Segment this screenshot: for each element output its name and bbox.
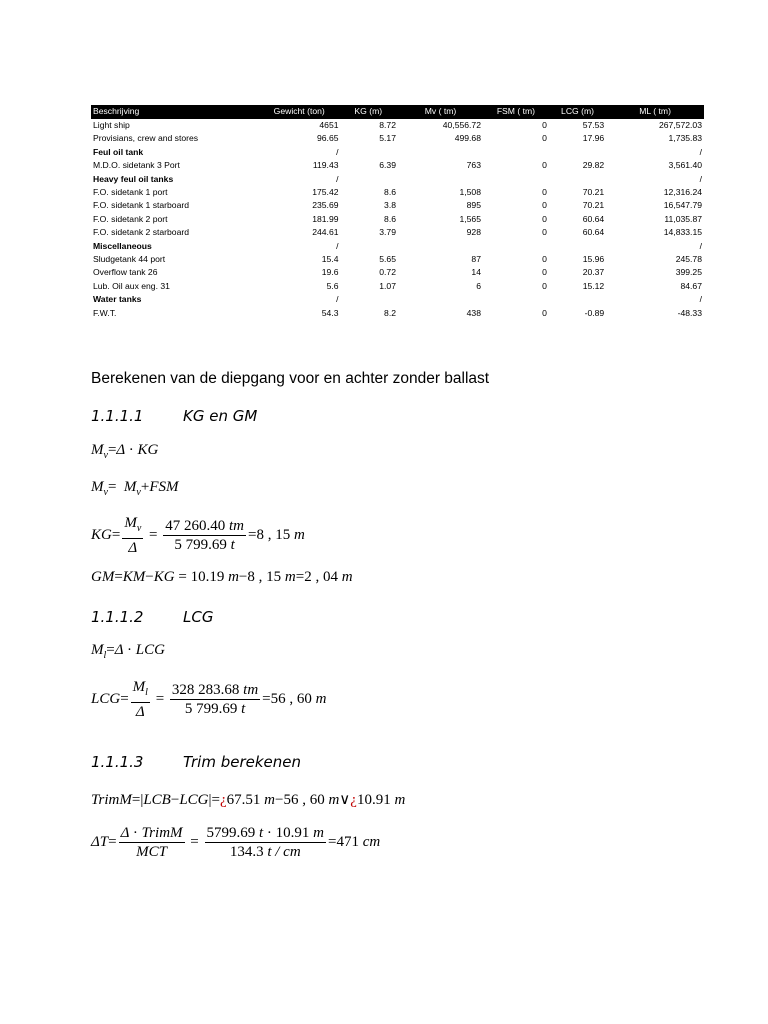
table-row — [91, 132, 704, 145]
lcg-denominator: 5 799.69 — [184, 701, 238, 717]
table-section-row — [91, 240, 704, 253]
kg-numerator: 47 260.40 — [165, 518, 226, 534]
cell-fsm — [483, 146, 549, 159]
section-heading-kg-gm — [91, 407, 257, 425]
col-header: Beschrijving — [91, 105, 260, 119]
cell-kg — [339, 293, 398, 306]
cell-ml: 1,735.83 — [668, 133, 702, 144]
cell-mv: 438 — [466, 307, 481, 318]
cell-lcg: 57.53 — [582, 120, 605, 130]
cell-lcg: 60.64 — [582, 227, 605, 238]
table-row — [91, 186, 704, 199]
cell-weight: 4651 — [319, 120, 339, 130]
cell-description: Lub. Oil aux eng. 31 — [93, 280, 170, 291]
table-row — [91, 119, 704, 132]
cell-lcg: 17.96 — [582, 133, 605, 144]
col-header: KG (m) — [339, 105, 398, 119]
cell-lcg — [549, 240, 606, 253]
section-title: LCG — [183, 608, 214, 626]
cell-mv: 763 — [466, 160, 481, 171]
cell-lcg: 60.64 — [582, 213, 605, 224]
cell-fsm: 0 — [542, 213, 547, 224]
cell-mv: 1,508 — [459, 187, 481, 198]
table-row — [91, 159, 704, 172]
cell-lcg: 29.82 — [582, 160, 605, 171]
cell-description: F.O. sidetank 1 starboard — [93, 200, 190, 211]
cell-kg: 1.07 — [379, 280, 396, 291]
main-heading: Berekenen van de diepgang voor en achter zonder ballast — [91, 370, 490, 387]
cell-weight: / — [336, 294, 339, 305]
cell-description: F.W.T. — [93, 307, 117, 318]
equation-lcg: LCG= $\frac{M_l}{\Delta}$ = $\frac{328 283.68 tm}{5 799.69 t}$ =56 , 60 m — [91, 679, 327, 720]
cell-kg: 5.17 — [379, 133, 396, 144]
cell-description: Miscellaneous — [93, 240, 152, 251]
cell-fsm — [483, 173, 549, 186]
dt-result: 471 — [336, 833, 359, 850]
cell-weight: 5.6 — [326, 280, 339, 291]
table-section-row — [91, 146, 704, 159]
cell-mv: 928 — [466, 227, 481, 238]
cell-kg: 8.6 — [384, 213, 396, 224]
cell-description: F.O. sidetank 1 port — [93, 187, 168, 198]
cell-description: Water tanks — [93, 294, 142, 305]
equation-delta-t: ΔT= $\frac{\text{Δ · TrimM}}{\text{MCT}}$ = $\frac{5799.69 t \cdot 10.91 m}{134.3 t / cm}$ =471 cm — [91, 825, 381, 860]
cell-ml: 399.25 — [675, 267, 702, 278]
cell-ml: 245.78 — [675, 254, 702, 265]
lcg-result: 56 , 60 — [270, 690, 312, 707]
section-heading-lcg — [91, 608, 213, 626]
gm-km: 10.19 — [190, 569, 225, 585]
cell-weight: 19.6 — [321, 267, 339, 278]
cell-ml: 11,035.87 — [664, 213, 702, 224]
cell-fsm: 0 — [542, 200, 547, 211]
cell-kg: 5.65 — [379, 254, 396, 265]
cell-weight: 235.69 — [312, 200, 339, 211]
cell-weight: 244.61 — [312, 227, 339, 238]
weight-table — [91, 105, 704, 320]
equation-mv: $M_v=\Delta$ · KG — [91, 442, 159, 461]
cell-mv — [398, 146, 483, 159]
cell-kg — [339, 240, 398, 253]
table-row — [91, 307, 704, 320]
table-row — [91, 213, 704, 226]
cell-fsm: 0 — [542, 267, 547, 278]
cell-weight: 15.4 — [321, 254, 339, 265]
table-row — [91, 226, 704, 239]
cell-ml: 267,572.03 — [658, 120, 702, 130]
kg-denominator: 5 799.69 — [174, 537, 227, 553]
cell-mv: 14 — [471, 267, 481, 278]
table-row — [91, 253, 704, 266]
cell-mv: 499.68 — [454, 133, 481, 144]
cell-mv — [398, 240, 483, 253]
table-section-row — [91, 173, 704, 186]
cell-weight: 54.3 — [321, 307, 339, 318]
cell-weight: / — [336, 173, 339, 184]
cell-mv: 6 — [476, 280, 481, 291]
lcg-numerator: 328 283.68 — [171, 682, 240, 698]
cell-weight: / — [336, 240, 339, 251]
table-header-row — [91, 105, 704, 119]
cell-description: F.O. sidetank 2 port — [93, 213, 168, 224]
table-row — [91, 266, 704, 279]
cell-weight: / — [336, 146, 339, 157]
cell-fsm: 0 — [542, 160, 547, 171]
section-heading-trim — [91, 753, 301, 771]
cell-fsm: 0 — [542, 280, 547, 291]
cell-description: Light ship — [93, 120, 130, 130]
cell-kg — [339, 146, 398, 159]
cell-mv — [398, 173, 483, 186]
cell-lcg: 20.37 — [582, 267, 605, 278]
cell-description: Heavy feul oil tanks — [93, 173, 174, 184]
cell-ml: -48.33 — [677, 307, 702, 318]
cell-ml: / — [699, 146, 702, 157]
cell-mv: 895 — [466, 200, 481, 211]
cell-description: Provisians, crew and stores — [93, 133, 199, 144]
cell-fsm — [483, 293, 549, 306]
cell-description: M.D.O. sidetank 3 Port — [93, 160, 180, 171]
cell-kg — [339, 173, 398, 186]
cell-kg: 3.79 — [379, 227, 396, 238]
trim-result: 10.91 — [356, 792, 391, 808]
equation-kg: KG= $\frac{M_v}{\Delta}$ = $\frac{47 260.40 tm}{5 799.69 t}$ =8 , 15 m — [91, 515, 305, 556]
cell-description: F.O. sidetank 2 starboard — [93, 227, 190, 238]
dt-mct: 134.3 — [229, 844, 264, 860]
table-row — [91, 280, 704, 293]
section-title: Trim berekenen — [183, 753, 302, 771]
cell-fsm: 0 — [542, 254, 547, 265]
cell-fsm: 0 — [542, 307, 547, 318]
section-number: 1.1.1.3 — [91, 753, 144, 771]
cell-ml: / — [699, 173, 702, 184]
cell-fsm — [483, 240, 549, 253]
col-header: Mv ( tm) — [398, 105, 483, 119]
trim-lcg: 56 , 60 — [283, 792, 325, 808]
cell-kg: 6.39 — [379, 160, 396, 171]
kg-result: 8 , 15 — [256, 526, 291, 543]
cell-fsm: 0 — [542, 133, 547, 144]
col-header: LCG (m) — [549, 105, 606, 119]
cell-ml: / — [699, 240, 702, 251]
section-number: 1.1.1.1 — [91, 407, 144, 425]
cell-lcg: -0.89 — [584, 307, 605, 318]
cell-lcg: 15.12 — [582, 280, 605, 291]
cell-description: Sludgetank 44 port — [93, 254, 166, 265]
cell-fsm: 0 — [542, 120, 547, 130]
cell-lcg: 70.21 — [582, 187, 605, 198]
cell-kg: 0.72 — [379, 267, 396, 278]
dt-trim: 10.91 — [275, 825, 310, 841]
cell-kg: 8.6 — [384, 187, 396, 198]
cell-ml: / — [699, 294, 702, 305]
cell-lcg — [549, 146, 606, 159]
cell-kg: 8.2 — [384, 307, 396, 318]
cell-ml: 3,561.40 — [668, 160, 702, 171]
section-title: KG en GM — [183, 407, 258, 425]
cell-kg: 8.72 — [379, 120, 396, 130]
dt-displacement: 5799.69 — [206, 825, 256, 841]
cell-lcg: 15.96 — [582, 254, 605, 265]
table-row — [91, 199, 704, 212]
trim-lcb: 67.51 — [226, 792, 261, 808]
cell-weight: 181.99 — [312, 213, 339, 224]
col-header: Gewicht (ton) — [260, 105, 339, 119]
cell-ml: 14,833.15 — [663, 227, 702, 238]
cell-lcg: 70.21 — [582, 200, 605, 211]
cell-weight: 119.43 — [312, 160, 339, 171]
equation-trim: TrimM=|LCB−LCG|=¿67.51 m−56 , 60 m∨¿10.91 m — [91, 792, 406, 808]
cell-weight: 96.65 — [317, 133, 339, 144]
cell-fsm: 0 — [542, 187, 547, 198]
equation-mv-fsm: $M_v= M_v+FSM$ — [91, 479, 179, 498]
gm-kg: 8 , 15 — [247, 569, 282, 585]
col-header: ML ( tm) — [606, 105, 704, 119]
cell-mv — [398, 293, 483, 306]
cell-lcg — [549, 293, 606, 306]
section-number: 1.1.1.2 — [91, 608, 144, 626]
gm-result: 2 , 04 — [304, 569, 338, 585]
cell-ml: 16,547.79 — [663, 200, 702, 211]
cell-mv: 1,565 — [459, 213, 481, 224]
cell-weight: 175.42 — [312, 187, 339, 198]
cell-description: Overflow tank 26 — [93, 267, 158, 278]
cell-ml: 12,316.24 — [663, 187, 702, 198]
cell-mv: 87 — [471, 254, 481, 265]
cell-lcg — [549, 173, 606, 186]
equation-gm: GM=KM−KG = 10.19 m−8 , 15 m=2 , 04 m — [91, 569, 353, 585]
cell-mv: 40,556.72 — [442, 120, 481, 130]
cell-description: Feul oil tank — [93, 146, 144, 157]
equation-ml: $M_l=\Delta$ · LCG — [91, 642, 165, 661]
cell-fsm: 0 — [542, 227, 547, 238]
cell-kg: 3.8 — [384, 200, 396, 211]
cell-ml: 84.67 — [680, 280, 702, 291]
table-section-row — [91, 293, 704, 306]
col-header: FSM ( tm) — [483, 105, 549, 119]
